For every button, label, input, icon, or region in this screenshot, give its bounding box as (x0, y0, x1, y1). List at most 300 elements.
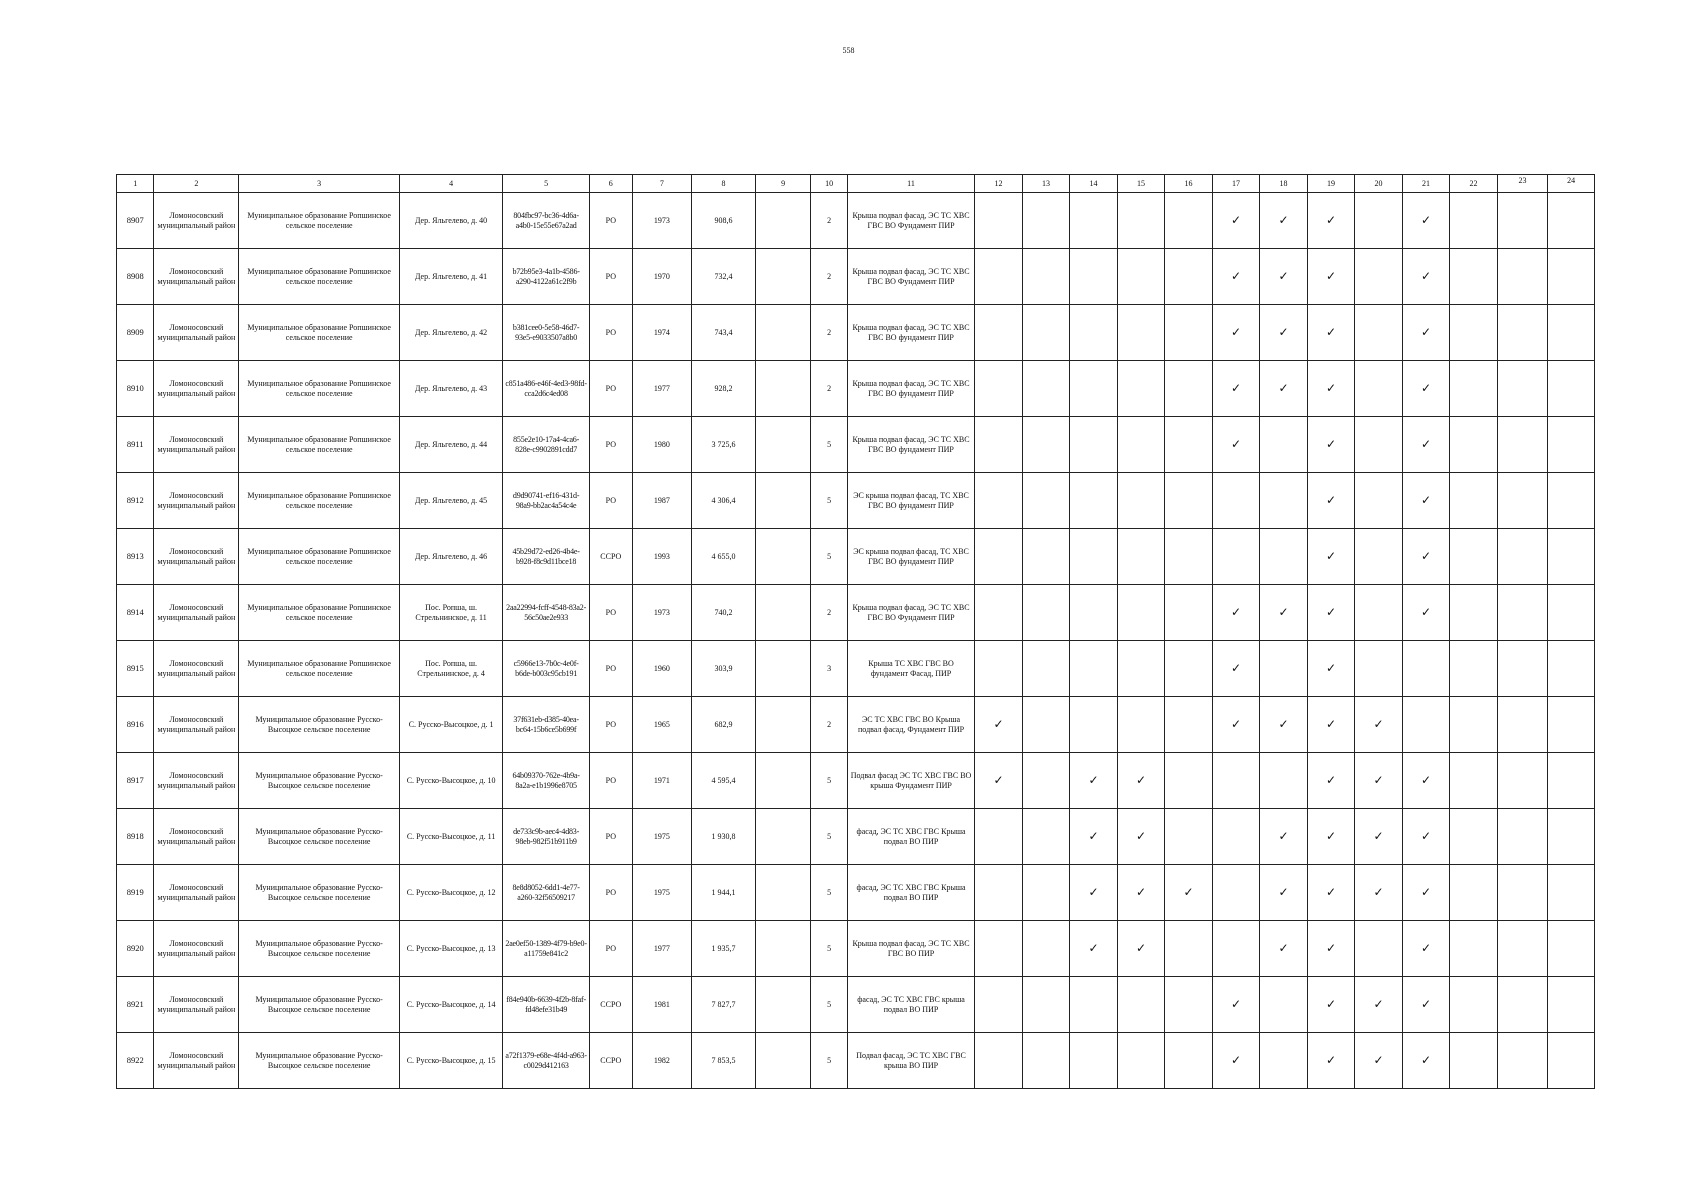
column-header-22: 22 (1450, 175, 1498, 193)
empty-cell (1497, 193, 1548, 249)
column-header-23: 23 (1497, 175, 1548, 193)
empty-cell (1450, 585, 1498, 641)
column-header-15: 15 (1117, 175, 1165, 193)
column-9-cell (755, 865, 811, 921)
empty-cell (1548, 193, 1595, 249)
address-cell: Дер. Яльгелево, д. 45 (400, 473, 503, 529)
type-cell: РО (590, 641, 632, 697)
check-mark-icon: ✓ (1212, 977, 1260, 1033)
empty-cell (1450, 809, 1498, 865)
district-cell: Ломоносовский муниципальный район (154, 193, 239, 249)
column-10-cell: 2 (811, 305, 847, 361)
address-cell: С. Русско-Высоцкое, д. 1 (400, 697, 503, 753)
check-mark-icon: ✓ (1307, 977, 1355, 1033)
empty-cell (1260, 977, 1308, 1033)
column-header-9: 9 (755, 175, 811, 193)
check-mark-icon: ✓ (1070, 921, 1118, 977)
check-mark-icon: ✓ (1402, 529, 1450, 585)
column-9-cell (755, 193, 811, 249)
area-cell: 4 306,4 (692, 473, 756, 529)
check-mark-icon: ✓ (1355, 697, 1403, 753)
empty-cell (975, 641, 1023, 697)
municipality-cell: Муниципальное образование Ропшинское сельское поселение (239, 361, 400, 417)
empty-cell (1022, 865, 1070, 921)
empty-cell (1548, 865, 1595, 921)
district-cell: Ломоносовский муниципальный район (154, 249, 239, 305)
empty-cell (1165, 585, 1213, 641)
check-mark-icon: ✓ (1402, 417, 1450, 473)
page-number: 558 (842, 46, 855, 55)
check-mark-icon: ✓ (1402, 193, 1450, 249)
empty-cell (1165, 249, 1213, 305)
column-9-cell (755, 641, 811, 697)
check-mark-icon: ✓ (1260, 585, 1308, 641)
district-cell: Ломоносовский муниципальный район (154, 417, 239, 473)
check-mark-icon: ✓ (1070, 753, 1118, 809)
area-cell: 7 827,7 (692, 977, 756, 1033)
check-mark-icon: ✓ (1212, 585, 1260, 641)
empty-cell (1022, 585, 1070, 641)
column-9-cell (755, 529, 811, 585)
column-10-cell: 5 (811, 417, 847, 473)
address-cell: Пос. Ропша, ш. Стрельнинское, д. 4 (400, 641, 503, 697)
district-cell: Ломоносовский муниципальный район (154, 865, 239, 921)
empty-cell (1212, 529, 1260, 585)
type-cell: РО (590, 585, 632, 641)
check-mark-icon: ✓ (1355, 977, 1403, 1033)
empty-cell (1548, 1033, 1595, 1089)
empty-cell (1022, 249, 1070, 305)
empty-cell (1022, 809, 1070, 865)
district-cell: Ломоносовский муниципальный район (154, 977, 239, 1033)
works-cell: Крыша подвал фасад, ЭС ТС ХВС ГВС ВО Фундамент ПИР (847, 585, 974, 641)
area-cell: 3 725,6 (692, 417, 756, 473)
area-cell: 7 853,5 (692, 1033, 756, 1089)
empty-cell (1450, 473, 1498, 529)
municipality-cell: Муниципальное образование Русско-Высоцкое сельское поселение (239, 809, 400, 865)
column-header-14: 14 (1070, 175, 1118, 193)
area-cell: 1 944,1 (692, 865, 756, 921)
empty-cell (1402, 641, 1450, 697)
check-mark-icon: ✓ (1355, 865, 1403, 921)
empty-cell (1165, 697, 1213, 753)
empty-cell (1165, 641, 1213, 697)
column-9-cell (755, 361, 811, 417)
row-number: 8911 (117, 417, 154, 473)
type-cell: РО (590, 697, 632, 753)
column-header-11: 11 (847, 175, 974, 193)
empty-cell (1450, 865, 1498, 921)
check-mark-icon: ✓ (1070, 865, 1118, 921)
column-header-8: 8 (692, 175, 756, 193)
empty-cell (1497, 585, 1548, 641)
check-mark-icon: ✓ (1402, 977, 1450, 1033)
empty-cell (1497, 249, 1548, 305)
municipality-cell: Муниципальное образование Ропшинское сельское поселение (239, 249, 400, 305)
empty-cell (1548, 921, 1595, 977)
empty-cell (1212, 753, 1260, 809)
empty-cell (1260, 473, 1308, 529)
municipality-cell: Муниципальное образование Ропшинское сельское поселение (239, 585, 400, 641)
empty-cell (1165, 361, 1213, 417)
municipality-cell: Муниципальное образование Ропшинское сельское поселение (239, 473, 400, 529)
column-header-2: 2 (154, 175, 239, 193)
works-cell: Крыша подвал фасад, ЭС ТС ХВС ГВС ВО Фундамент ПИР (847, 249, 974, 305)
table-row (117, 697, 1595, 753)
municipality-cell: Муниципальное образование Ропшинское сельское поселение (239, 417, 400, 473)
year-cell: 1970 (632, 249, 692, 305)
empty-cell (1165, 529, 1213, 585)
check-mark-icon: ✓ (1307, 305, 1355, 361)
check-mark-icon: ✓ (1260, 809, 1308, 865)
works-cell: фасад, ЭС ТС ХВС ГВС крыша подвал ВО ПИР (847, 977, 974, 1033)
empty-cell (1070, 417, 1118, 473)
column-header-20: 20 (1355, 175, 1403, 193)
check-mark-icon: ✓ (1307, 753, 1355, 809)
check-mark-icon: ✓ (1212, 417, 1260, 473)
municipality-cell: Муниципальное образование Русско-Высоцкое сельское поселение (239, 921, 400, 977)
empty-cell (1070, 305, 1118, 361)
empty-cell (1117, 305, 1165, 361)
empty-cell (1022, 361, 1070, 417)
address-cell: Дер. Яльгелево, д. 42 (400, 305, 503, 361)
empty-cell (1355, 193, 1403, 249)
year-cell: 1974 (632, 305, 692, 361)
column-10-cell: 2 (811, 585, 847, 641)
column-10-cell: 2 (811, 249, 847, 305)
empty-cell (1548, 249, 1595, 305)
empty-cell (975, 529, 1023, 585)
empty-cell (1117, 641, 1165, 697)
empty-cell (1450, 641, 1498, 697)
type-cell: РО (590, 865, 632, 921)
check-mark-icon: ✓ (1212, 361, 1260, 417)
row-number: 8913 (117, 529, 154, 585)
municipality-cell: Муниципальное образование Русско-Высоцкое сельское поселение (239, 977, 400, 1033)
empty-cell (1212, 473, 1260, 529)
row-number: 8908 (117, 249, 154, 305)
empty-cell (1022, 193, 1070, 249)
check-mark-icon: ✓ (1402, 921, 1450, 977)
empty-cell (1548, 977, 1595, 1033)
column-header-4: 4 (400, 175, 503, 193)
empty-cell (1548, 641, 1595, 697)
empty-cell (1355, 361, 1403, 417)
empty-cell (1450, 753, 1498, 809)
check-mark-icon: ✓ (1307, 865, 1355, 921)
empty-cell (1355, 585, 1403, 641)
empty-cell (1497, 753, 1548, 809)
empty-cell (975, 809, 1023, 865)
empty-cell (1165, 921, 1213, 977)
empty-cell (1355, 529, 1403, 585)
row-number: 8914 (117, 585, 154, 641)
empty-cell (1497, 977, 1548, 1033)
check-mark-icon: ✓ (1260, 193, 1308, 249)
check-mark-icon: ✓ (1307, 529, 1355, 585)
address-cell: Дер. Яльгелево, д. 41 (400, 249, 503, 305)
header-row (117, 175, 1595, 193)
area-cell: 303,9 (692, 641, 756, 697)
works-cell: Крыша ТС ХВС ГВС ВО фундамент Фасад, ПИР (847, 641, 974, 697)
district-cell: Ломоносовский муниципальный район (154, 697, 239, 753)
column-10-cell: 5 (811, 1033, 847, 1089)
row-number: 8912 (117, 473, 154, 529)
check-mark-icon: ✓ (1260, 697, 1308, 753)
column-10-cell: 2 (811, 361, 847, 417)
row-number: 8916 (117, 697, 154, 753)
table-row (117, 641, 1595, 697)
empty-cell (1117, 249, 1165, 305)
check-mark-icon: ✓ (1402, 473, 1450, 529)
works-cell: Подвал фасад, ЭС ТС ХВС ГВС крыша ВО ПИР (847, 1033, 974, 1089)
check-mark-icon: ✓ (1117, 753, 1165, 809)
empty-cell (1165, 193, 1213, 249)
empty-cell (975, 473, 1023, 529)
column-10-cell: 5 (811, 809, 847, 865)
year-cell: 1973 (632, 585, 692, 641)
empty-cell (1070, 641, 1118, 697)
guid-cell: f84e940b-6639-4f2b-8faf-fd48efe31b49 (503, 977, 590, 1033)
check-mark-icon: ✓ (1212, 193, 1260, 249)
district-cell: Ломоносовский муниципальный район (154, 473, 239, 529)
empty-cell (975, 193, 1023, 249)
column-header-19: 19 (1307, 175, 1355, 193)
empty-cell (1117, 697, 1165, 753)
municipality-cell: Муниципальное образование Русско-Высоцкое сельское поселение (239, 865, 400, 921)
empty-cell (1117, 473, 1165, 529)
row-number: 8907 (117, 193, 154, 249)
empty-cell (1117, 361, 1165, 417)
column-9-cell (755, 753, 811, 809)
empty-cell (1548, 585, 1595, 641)
guid-cell: d9d90741-ef16-431d-98a9-bb2ac4a54c4e (503, 473, 590, 529)
check-mark-icon: ✓ (975, 697, 1023, 753)
row-number: 8915 (117, 641, 154, 697)
column-10-cell: 5 (811, 921, 847, 977)
empty-cell (1450, 361, 1498, 417)
check-mark-icon: ✓ (1260, 865, 1308, 921)
check-mark-icon: ✓ (1212, 697, 1260, 753)
empty-cell (1070, 1033, 1118, 1089)
works-cell: Крыша подвал фасад, ЭС ТС ХВС ГВС ВО Фундамент ПИР (847, 193, 974, 249)
empty-cell (1022, 305, 1070, 361)
empty-cell (1070, 249, 1118, 305)
municipality-cell: Муниципальное образование Ропшинское сельское поселение (239, 193, 400, 249)
type-cell: РО (590, 921, 632, 977)
check-mark-icon: ✓ (1117, 809, 1165, 865)
empty-cell (1497, 305, 1548, 361)
type-cell: ССРО (590, 529, 632, 585)
check-mark-icon: ✓ (1307, 361, 1355, 417)
check-mark-icon: ✓ (1260, 361, 1308, 417)
empty-cell (1450, 1033, 1498, 1089)
area-cell: 682,9 (692, 697, 756, 753)
column-10-cell: 3 (811, 641, 847, 697)
district-cell: Ломоносовский муниципальный район (154, 641, 239, 697)
empty-cell (1548, 809, 1595, 865)
guid-cell: 45b29d72-ed26-4b4e-b928-f8c9d11bce18 (503, 529, 590, 585)
empty-cell (1165, 753, 1213, 809)
column-header-17: 17 (1212, 175, 1260, 193)
empty-cell (975, 921, 1023, 977)
empty-cell (1022, 1033, 1070, 1089)
empty-cell (1260, 753, 1308, 809)
municipality-cell: Муниципальное образование Русско-Высоцкое сельское поселение (239, 697, 400, 753)
column-9-cell (755, 977, 811, 1033)
guid-cell: 8e8d8052-6dd1-4e77-a260-32f56509217 (503, 865, 590, 921)
row-number: 8909 (117, 305, 154, 361)
address-cell: Дер. Яльгелево, д. 44 (400, 417, 503, 473)
type-cell: РО (590, 809, 632, 865)
type-cell: ССРО (590, 977, 632, 1033)
works-cell: фасад, ЭС ТС ХВС ГВС Крыша подвал ВО ПИР (847, 809, 974, 865)
empty-cell (1117, 417, 1165, 473)
guid-cell: 2aa22994-fcff-4548-83a2-56c50ae2e933 (503, 585, 590, 641)
empty-cell (1070, 473, 1118, 529)
empty-cell (1165, 809, 1213, 865)
empty-cell (1355, 305, 1403, 361)
empty-cell (1022, 753, 1070, 809)
guid-cell: 855e2e10-17a4-4ca6-828e-c9902891cdd7 (503, 417, 590, 473)
empty-cell (1497, 809, 1548, 865)
empty-cell (1117, 193, 1165, 249)
empty-cell (1450, 249, 1498, 305)
type-cell: РО (590, 249, 632, 305)
district-cell: Ломоносовский муниципальный район (154, 529, 239, 585)
municipality-cell: Муниципальное образование Русско-Высоцкое сельское поселение (239, 1033, 400, 1089)
check-mark-icon: ✓ (1307, 641, 1355, 697)
type-cell: РО (590, 753, 632, 809)
empty-cell (1165, 305, 1213, 361)
check-mark-icon: ✓ (1402, 809, 1450, 865)
empty-cell (1212, 865, 1260, 921)
year-cell: 1982 (632, 1033, 692, 1089)
table-row (117, 977, 1595, 1033)
empty-cell (1212, 921, 1260, 977)
works-cell: Крыша подвал фасад, ЭС ТС ХВС ГВС ВО фундамент ПИР (847, 361, 974, 417)
address-cell: С. Русско-Высоцкое, д. 13 (400, 921, 503, 977)
empty-cell (1497, 697, 1548, 753)
empty-cell (1450, 921, 1498, 977)
check-mark-icon: ✓ (1402, 305, 1450, 361)
works-cell: ЭС ТС ХВС ГВС ВО Крыша подвал фасад, Фундамент ПИР (847, 697, 974, 753)
row-number: 8918 (117, 809, 154, 865)
year-cell: 1973 (632, 193, 692, 249)
guid-cell: c851a486-e46f-4ed3-98fd-cca2d6c4ed08 (503, 361, 590, 417)
empty-cell (1022, 641, 1070, 697)
empty-cell (1497, 361, 1548, 417)
check-mark-icon: ✓ (1355, 753, 1403, 809)
address-cell: С. Русско-Высоцкое, д. 14 (400, 977, 503, 1033)
works-cell: фасад, ЭС ТС ХВС ГВС Крыша подвал ВО ПИР (847, 865, 974, 921)
guid-cell: a72f1379-e68e-4f4d-a963-c0029d412163 (503, 1033, 590, 1089)
empty-cell (1450, 697, 1498, 753)
address-cell: Дер. Яльгелево, д. 43 (400, 361, 503, 417)
empty-cell (1212, 809, 1260, 865)
table-row (117, 809, 1595, 865)
table-row (117, 585, 1595, 641)
empty-cell (1402, 697, 1450, 753)
check-mark-icon: ✓ (1212, 305, 1260, 361)
district-cell: Ломоносовский муниципальный район (154, 305, 239, 361)
row-number: 8920 (117, 921, 154, 977)
check-mark-icon: ✓ (1402, 753, 1450, 809)
year-cell: 1980 (632, 417, 692, 473)
empty-cell (1548, 753, 1595, 809)
empty-cell (975, 977, 1023, 1033)
check-mark-icon: ✓ (1260, 921, 1308, 977)
row-number: 8917 (117, 753, 154, 809)
check-mark-icon: ✓ (1355, 809, 1403, 865)
row-number: 8921 (117, 977, 154, 1033)
empty-cell (1022, 473, 1070, 529)
row-number: 8910 (117, 361, 154, 417)
column-header-5: 5 (503, 175, 590, 193)
year-cell: 1960 (632, 641, 692, 697)
area-cell: 732,4 (692, 249, 756, 305)
empty-cell (1070, 193, 1118, 249)
check-mark-icon: ✓ (1117, 921, 1165, 977)
column-9-cell (755, 249, 811, 305)
empty-cell (1070, 529, 1118, 585)
empty-cell (1450, 193, 1498, 249)
area-cell: 928,2 (692, 361, 756, 417)
district-cell: Ломоносовский муниципальный район (154, 361, 239, 417)
empty-cell (1497, 921, 1548, 977)
guid-cell: 2ae0ef50-1389-4f79-b9e0-a11759e841c2 (503, 921, 590, 977)
check-mark-icon: ✓ (1402, 865, 1450, 921)
column-10-cell: 2 (811, 697, 847, 753)
column-9-cell (755, 585, 811, 641)
empty-cell (1450, 305, 1498, 361)
table-row (117, 249, 1595, 305)
empty-cell (1450, 529, 1498, 585)
year-cell: 1975 (632, 865, 692, 921)
column-header-12: 12 (975, 175, 1023, 193)
empty-cell (1165, 417, 1213, 473)
empty-cell (1022, 529, 1070, 585)
column-10-cell: 2 (811, 193, 847, 249)
empty-cell (975, 585, 1023, 641)
address-cell: Пос. Ропша, ш. Стрельнинское, д. 11 (400, 585, 503, 641)
empty-cell (1497, 1033, 1548, 1089)
column-10-cell: 5 (811, 473, 847, 529)
empty-cell (1070, 977, 1118, 1033)
check-mark-icon: ✓ (1212, 641, 1260, 697)
empty-cell (1355, 249, 1403, 305)
address-cell: С. Русско-Высоцкое, д. 11 (400, 809, 503, 865)
year-cell: 1981 (632, 977, 692, 1033)
area-cell: 4 655,0 (692, 529, 756, 585)
empty-cell (1548, 529, 1595, 585)
empty-cell (1450, 977, 1498, 1033)
empty-cell (1260, 417, 1308, 473)
guid-cell: c5966e13-7b0c-4e0f-b6de-b003c95cb191 (503, 641, 590, 697)
empty-cell (1117, 977, 1165, 1033)
type-cell: РО (590, 361, 632, 417)
empty-cell (1117, 1033, 1165, 1089)
check-mark-icon: ✓ (1307, 697, 1355, 753)
column-9-cell (755, 921, 811, 977)
district-cell: Ломоносовский муниципальный район (154, 1033, 239, 1089)
address-cell: С. Русско-Высоцкое, д. 10 (400, 753, 503, 809)
table-row (117, 865, 1595, 921)
column-9-cell (755, 1033, 811, 1089)
empty-cell (1260, 529, 1308, 585)
empty-cell (1165, 977, 1213, 1033)
empty-cell (1548, 697, 1595, 753)
